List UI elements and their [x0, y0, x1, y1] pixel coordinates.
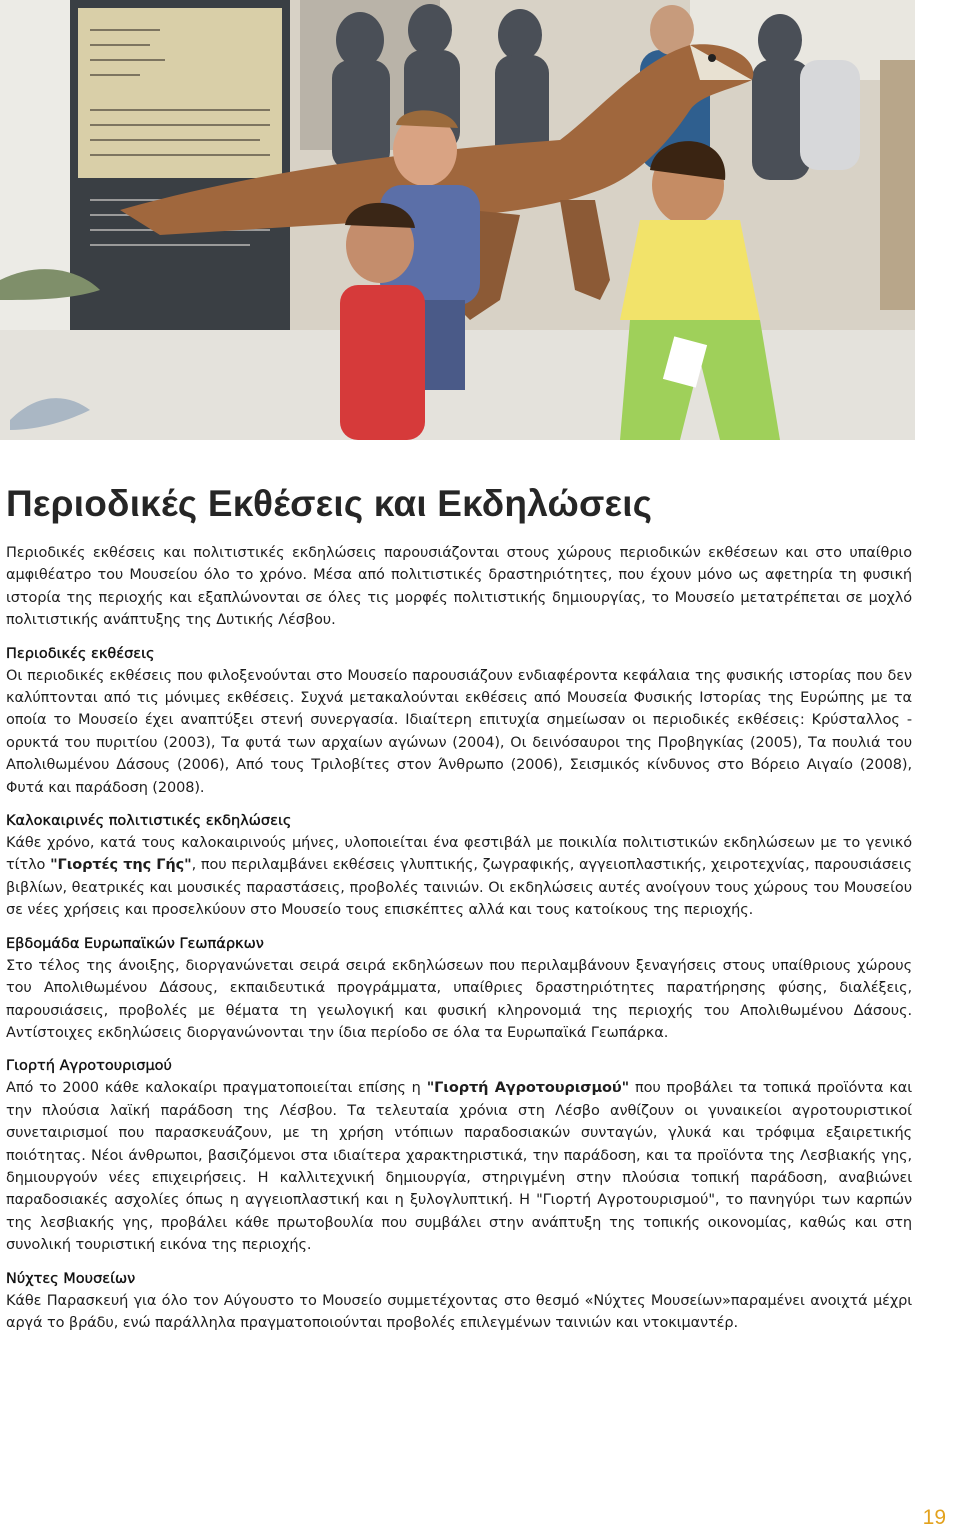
body-text: που προβάλει τα τοπικά προϊόντα και την πλούσια λαϊκή παράδοση της Λέσβου. Τα τελευταία χρόνια στη Λέσβο ανθίζουν οι γυναικείοι αγροτουριστικοί συνεταιρισμοί που παρασκευάζουν, με τη χρήση ντόπιων παραδοσιακών συνταγών, γλυκά και τρόφιμα εξαιρετικής ποιότητας. Νέοι άνθρωποι, βασιζόμενοι στα ιδιαίτερα χαρακτηριστικά, την παράδοση, και τα προϊόντα της Λεσβιακής γης, δημιουργούν νέες επιχειρήσεις. Η καλλιτεχνική δημιουργία, στηριγμένη στην πλούσια τοπική παράδοση, αναβιώνει παραδοσιακές ασχολίες όπως η αγγειοπλαστική και η ξυλογλυπτική. Η "Γιορτή Αγροτουρισμού", το πανηγύρι των καρπών της λεσβιακής γης, προβάλει κάθε πρωτοβουλία που συμβάλει στην ανάπτυξη της τοπικής οικονομίας, καθώς και στη συνολική τουριστική εικόνα της περιοχής. — [6, 1080, 912, 1254]
section-heading: Νύχτες Μουσείων — [6, 1270, 136, 1287]
section-body: Οι περιοδικές εκθέσεις που φιλοξενούνται στο Μουσείο παρουσιάζουν ενδιαφέροντα κεφάλαια της φυσικής ιστορίας που δεν καλύπτονται από τις μόνιμες εκθέσεις. Συχνά μετακαλούνται εκθέσεις από Μουσεία Φυσικής Ιστορίας της Ευρώπης με τα οποία το Μουσείο έχει αναπτύξει στενή συνεργασία. Ιδιαίτερη επιτυχία σημείωσαν οι περιοδικές εκθέσεις: Κρύσταλλος - ορυκτά του πυριτίου (2003), Τα φυτά των αρχαίων αγώνων (2004), Οι δεινόσαυροι της Προβηγκίας (2005), Τα πουλιά του Απολιθωμένου Δάσους (2006), Από τους Τριλοβίτες στον Άνθρωπο (2006), Σεισμικός κίνδυνος στο Βόρειο Αιγαίο (2008), Φυτά και παράδοση (2008). — [6, 667, 912, 796]
intro-paragraph: Περιοδικές εκθέσεις και πολιτιστικές εκδηλώσεις παρουσιάζονται στους χώρους περιοδικών εκθέσεων και στο υπαίθριο αμφιθέατρο του Μουσείου όλο το χρόνο. Μέσα από πολιτιστικές δραστηριότητες, που έχουν μόνο ως αφετηρία τη φυσική ιστορία της περιοχής και εξαπλώνονται σε όλες τις μορφές πολιτιστικής δημιουργίας, το Μουσείο μετατρέπεται σε μοχλό πολιτιστικής ανάπτυξης της Δυτικής Λέσβου. — [6, 545, 912, 629]
page-title: Περιοδικές Εκθέσεις και Εκδηλώσεις — [6, 483, 653, 524]
section-heading: Καλοκαιρινές πολιτιστικές εκδηλώσεις — [6, 813, 292, 830]
section-heading: Γιορτή Αγροτουρισμού — [6, 1058, 172, 1075]
section-body — [6, 1077, 912, 1256]
section-heading: Εβδομάδα Ευρωπαϊκών Γεωπάρκων — [6, 935, 264, 952]
section-heading: Περιοδικές εκθέσεις — [6, 645, 155, 662]
section-museum-nights — [6, 1268, 912, 1335]
page-number: 19 — [922, 1506, 946, 1529]
body-text: Από το 2000 κάθε καλοκαίρι πραγματοποιείται επίσης η — [6, 1080, 427, 1097]
section-body: Στο τέλος της άνοιξης, διοργανώνεται σειρά σειρά εκδηλώσεων που περιλαμβάνουν ξεναγήσεις στους υπαίθριους χώρους του Απολιθωμένου Δάσους, εκπαιδευτικά προγράμματα, υπαίθριες δραστηριότητες παρατήρησης φύσης, διαλέξεις, παρουσιάσεις, προβολές με θέματα τη γεωλογική και φυσική κληρονομιά της περιοχής του Απολιθωμένου Δάσους. Αντίστοιχες εκδηλώσεις διοργανώνονται την ίδια περίοδο σε όλα τα Ευρωπαϊκά Γεωπάρκα. — [6, 957, 912, 1041]
article — [6, 478, 912, 1334]
body-text: Κάθε χρόνο, κατά τους καλοκαιρινούς μήνες, υλοποιείται ένα φεστιβάλ με ποικιλία πολιτιστικών εκδηλώσεων με το γενικό τίτλο — [6, 835, 912, 874]
dinosaur-exhibit-illustration — [0, 0, 915, 440]
festival-title: "Γιορτή Αγροτουρισμού" — [426, 1080, 630, 1097]
section-periodic-exhibitions — [6, 643, 912, 799]
exhibition-photo — [0, 0, 915, 440]
section-geoparks-week — [6, 933, 912, 1045]
festival-title: "Γιορτές της Γής" — [50, 857, 192, 874]
section-summer-events — [6, 810, 912, 922]
section-agrotourism-festival — [6, 1055, 912, 1256]
body-text: , που περιλαμβάνει εκθέσεις γλυπτικής, ζωγραφικής, αγγειοπλαστικής, χειροτεχνίας, παρουσιάσεις βιβλίων, θεατρικές και μουσικές παραστάσεις, προβολές ταινιών. Οι εκδηλώσεις αυτές ανοίγουν τους χώρους του Μουσείου σε νέες χρήσεις και προσελκύουν στο Μουσείο τους επισκέπτες αλλά και τους κατοίκους της περιοχής. — [6, 857, 912, 919]
section-body — [6, 832, 912, 922]
section-body: Κάθε Παρασκευή για όλο τον Αύγουστο το Μουσείο συμμετέχοντας στο θεσμό «Νύχτες Μουσείων»παραμένει ανοιχτά μέχρι αργά το βράδυ, ενώ παράλληλα πραγματοποιούνται προβολές επιλεγμένων ταινιών και ντοκιμαντέρ. — [6, 1292, 912, 1331]
